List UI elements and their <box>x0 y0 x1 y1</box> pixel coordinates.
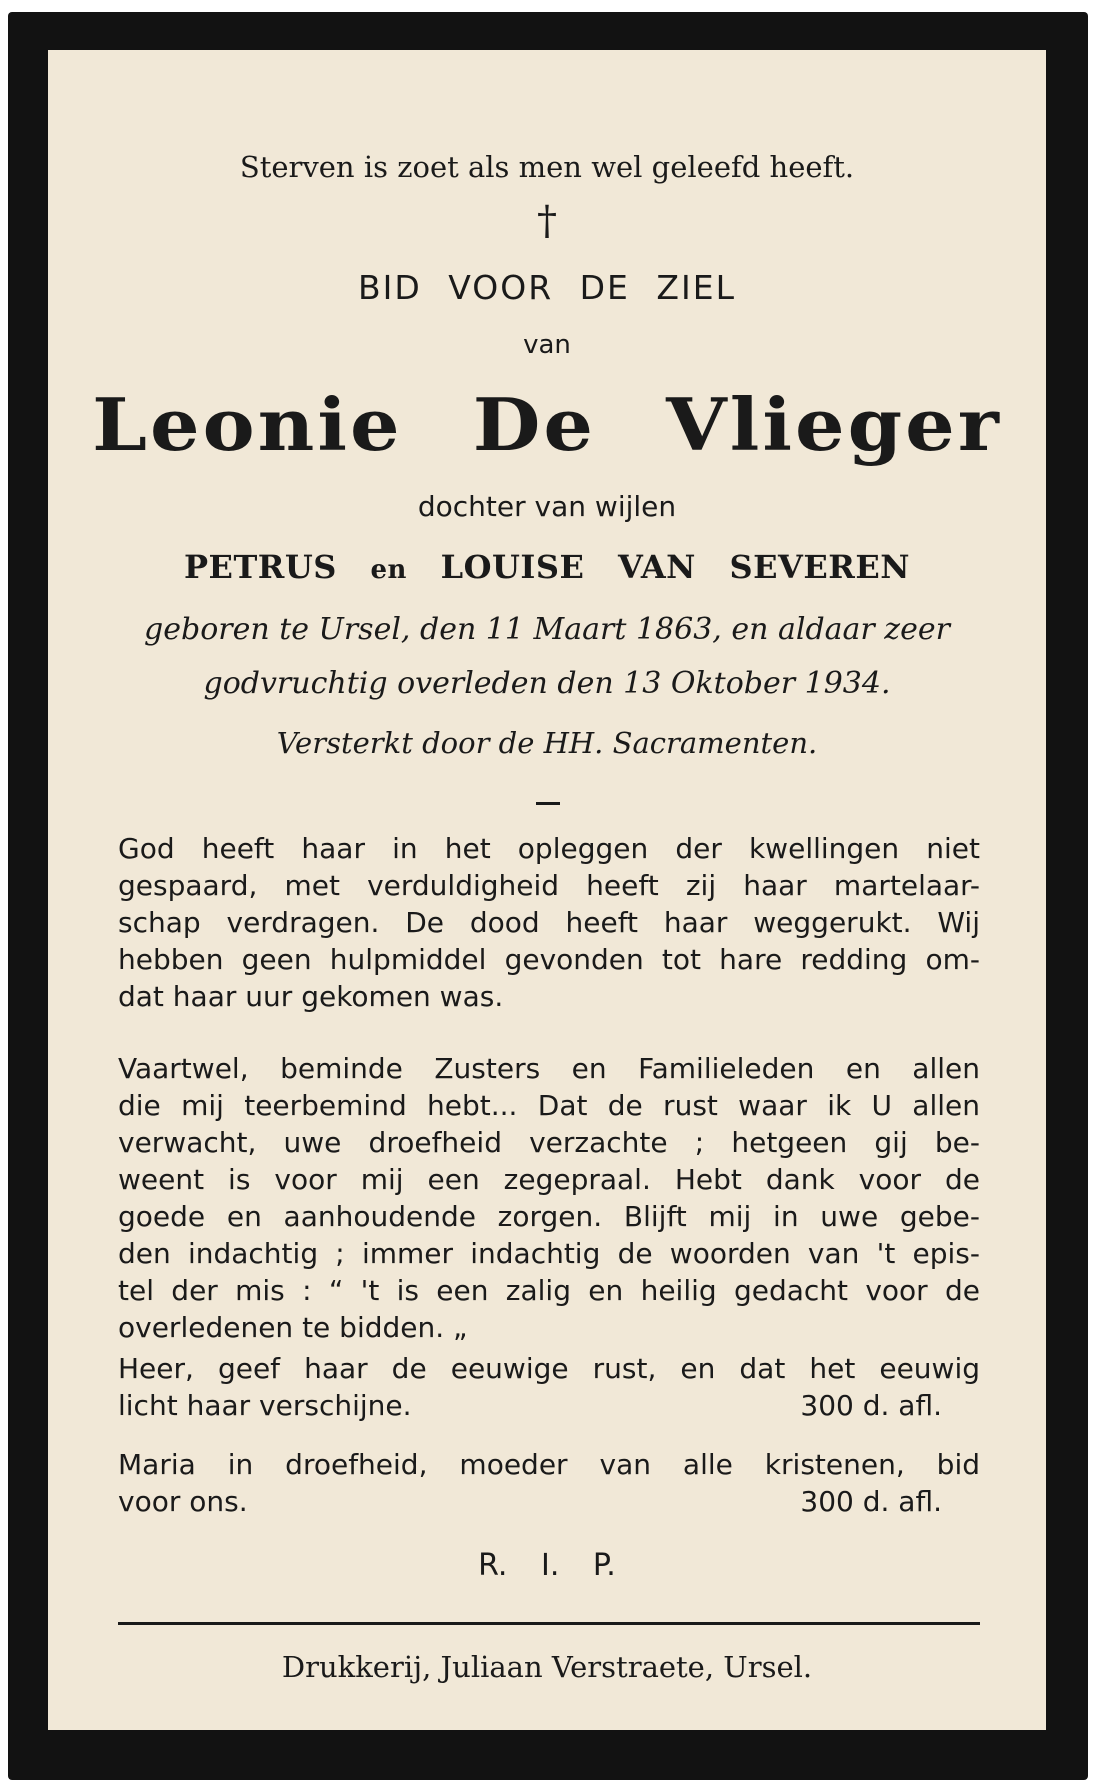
paragraph-line: gespaard, met verduldigheid heeft zij haar martelaar- <box>118 869 980 902</box>
cross-icon: † <box>537 198 557 244</box>
indulgence: 300 d. afl. <box>800 1485 942 1518</box>
memorial-card-border <box>8 12 1088 1780</box>
mother-name: LOUISE VAN SEVEREN <box>440 548 910 586</box>
prayer-line: voor ons. <box>118 1485 248 1518</box>
paragraph-line: schap verdragen. De dood heeft haar weggerukt. Wij <box>118 906 980 939</box>
motto: Sterven is zoet als men wel geleefd heeft. <box>239 150 855 184</box>
sacraments-line: Versterkt door de HH. Sacramenten. <box>276 726 818 760</box>
prayer-line: licht haar verschijne. <box>118 1389 412 1422</box>
divider-rule <box>118 1622 980 1625</box>
parents-names <box>48 548 1046 586</box>
paragraph-line: hebben geen hulpmiddel gevonden tot hare redding om- <box>118 943 980 976</box>
rip-text: R. I. P. <box>478 1548 616 1583</box>
pray-for-soul-heading: BID VOOR DE ZIEL <box>358 268 736 307</box>
memorial-card-paper <box>48 50 1046 1730</box>
paragraph-line: den indachtig ; immer indachtig de woorden van 't epis- <box>118 1237 980 1270</box>
prayer-maria <box>118 1446 980 1520</box>
paragraph-line: tel der mis : “ 't is een zalig en heilig gedacht voor de <box>118 1274 980 1307</box>
printer-credit: Drukkerij, Juliaan Verstraete, Ursel. <box>281 1650 813 1684</box>
birth-line-2: godvruchtig overleden den 13 Oktober 1934. <box>203 666 891 701</box>
divider-dash <box>536 802 560 805</box>
daughter-of-text: dochter van wijlen <box>417 490 677 523</box>
paragraph-line: overledenen te bidden. „ <box>118 1311 468 1344</box>
deceased-name: Leonie De Vlieger <box>92 383 1002 468</box>
birth-line-1: geboren te Ursel, den 11 Maart 1863, en aldaar zeer <box>144 612 950 647</box>
paragraph-line: God heeft haar in het opleggen der kwellingen niet <box>118 832 980 865</box>
paragraph-line: goede en aanhoudende zorgen. Blijft mij in uwe gebe- <box>118 1200 980 1233</box>
paragraph-line: verwacht, uwe droefheid verzachte ; hetgeen gij be- <box>118 1126 980 1159</box>
paragraph-line: die mij teerbemind hebt... Dat de rust waar ik U allen <box>118 1089 980 1122</box>
prayer-line-with-indulgence <box>118 1387 980 1424</box>
paragraph-line: Vaartwel, beminde Zusters en Familieleden en allen <box>118 1052 980 1085</box>
paragraph-line: dat haar uur gekomen was. <box>118 980 504 1013</box>
prayer-line: Heer, geef haar de eeuwige rust, en dat het eeuwig <box>118 1352 980 1385</box>
indulgence: 300 d. afl. <box>800 1389 942 1422</box>
of-text: van <box>523 330 571 360</box>
paragraph-suffering <box>118 830 980 1015</box>
prayer-line: Maria in droefheid, moeder van alle kristenen, bid <box>118 1448 980 1481</box>
prayer-line-with-indulgence <box>118 1483 980 1520</box>
and-text: en <box>370 555 407 585</box>
father-name: PETRUS <box>183 548 337 586</box>
prayer-eternal-rest <box>118 1350 980 1424</box>
paragraph-farewell <box>118 1050 980 1346</box>
paragraph-line: weent is voor mij een zegepraal. Hebt dank voor de <box>118 1163 980 1196</box>
